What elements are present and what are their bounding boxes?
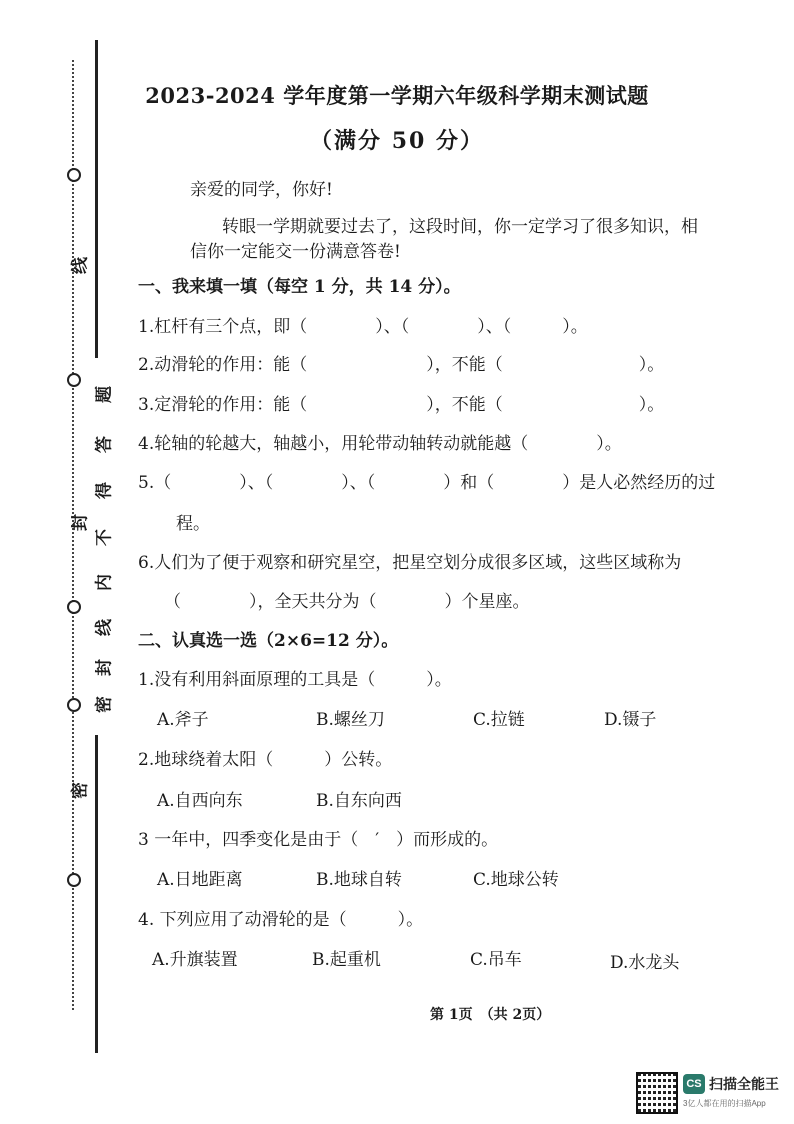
option-b: B.螺丝刀 (316, 710, 385, 730)
margin-char: 题 (94, 386, 115, 403)
option-a: A.自西向东 (157, 791, 243, 811)
greeting: 亲爱的同学，你好! (190, 180, 333, 200)
margin-hole-2 (67, 373, 81, 387)
option-b: B.地球自转 (316, 870, 402, 890)
qr-code-icon (636, 1072, 678, 1114)
margin-hole-3 (67, 600, 81, 614)
margin-char: 不 (94, 529, 115, 546)
camscanner-name: 扫描全能王 (709, 1076, 779, 1092)
margin-char: 封 (94, 659, 115, 676)
question-1-1: 1.杠杆有三个点，即（ ）、（ ）、（ ）。 (138, 317, 588, 337)
option-a: A.日地距离 (157, 870, 243, 890)
margin-hole-1 (67, 168, 81, 182)
question-1-5-cont: 程。 (176, 514, 210, 534)
question-2-2: 2.地球绕着太阳（ ）公转。 (138, 750, 393, 770)
option-a: A.斧子 (157, 710, 209, 730)
margin-hole-5 (67, 873, 81, 887)
margin-char: 得 (94, 482, 115, 499)
intro-line-2: 信你一定能交一份满意答卷! (190, 242, 401, 262)
question-2-1: 1.没有利用斜面原理的工具是（ ）。 (138, 670, 452, 690)
margin-char: 线 (94, 619, 115, 636)
margin-char: 答 (94, 436, 115, 453)
option-a: A.升旗装置 (152, 950, 238, 970)
question-2-3: 3 一年中，四季变化是由于（ ′ ）而形成的。 (138, 830, 499, 850)
section2-heading: 二、认真选一选（2×6=12 分）。 (138, 631, 399, 651)
margin-char: 内 (94, 574, 115, 591)
margin-dotted-line (72, 60, 74, 1010)
question-2-4: 4. 下列应用了动滑轮的是（ ）。 (138, 910, 424, 930)
margin-char: 密 (70, 782, 91, 799)
question-1-6: 6.人们为了便于观察和研究星空，把星空划分成很多区域，这些区域称为 (138, 553, 682, 573)
option-c: C.拉链 (473, 710, 525, 730)
question-1-5: 5.（ ）、（ ）、（ ）和（ ）是人必然经历的过 (138, 473, 716, 493)
option-d: D.水龙头 (610, 953, 680, 973)
option-c: C.地球公转 (473, 870, 559, 890)
page-number: 第 1页 （共 2页） (430, 1007, 551, 1023)
camscanner-logo-icon: CS (683, 1074, 705, 1094)
option-b: B.自东向西 (316, 791, 402, 811)
question-1-4: 4.轮轴的轮越大，轴越小，用轮带动轴转动就能越（ ）。 (138, 434, 622, 454)
question-1-6-cont: （ ），全天共分为（ ）个星座。 (164, 592, 530, 612)
section1-heading: 一、我来填一填（每空 1 分，共 14 分）。 (138, 277, 461, 297)
option-b: B.起重机 (312, 950, 381, 970)
question-1-2: 2.动滑轮的作用：能（ ），不能（ ）。 (138, 355, 665, 375)
margin-char: 封 (70, 514, 91, 531)
exam-subtitle: （满分 50 分） (310, 128, 484, 154)
margin-char: 密 (94, 696, 115, 713)
intro-line-1: 转眼一学期就要过去了，这段时间，你一定学习了很多知识，相 (222, 217, 698, 237)
camscanner-tagline: 3亿人都在用的扫描App (683, 1099, 766, 1108)
option-c: C.吊车 (470, 950, 522, 970)
margin-hole-4 (67, 698, 81, 712)
option-d: D.镊子 (604, 710, 657, 730)
margin-char: 线 (70, 257, 91, 274)
margin-rule-bottom (95, 735, 98, 1053)
exam-title: 2023-2024 学年度第一学期六年级科学期末测试题 (145, 83, 649, 108)
question-1-3: 3.定滑轮的作用：能（ ），不能（ ）。 (138, 395, 665, 415)
